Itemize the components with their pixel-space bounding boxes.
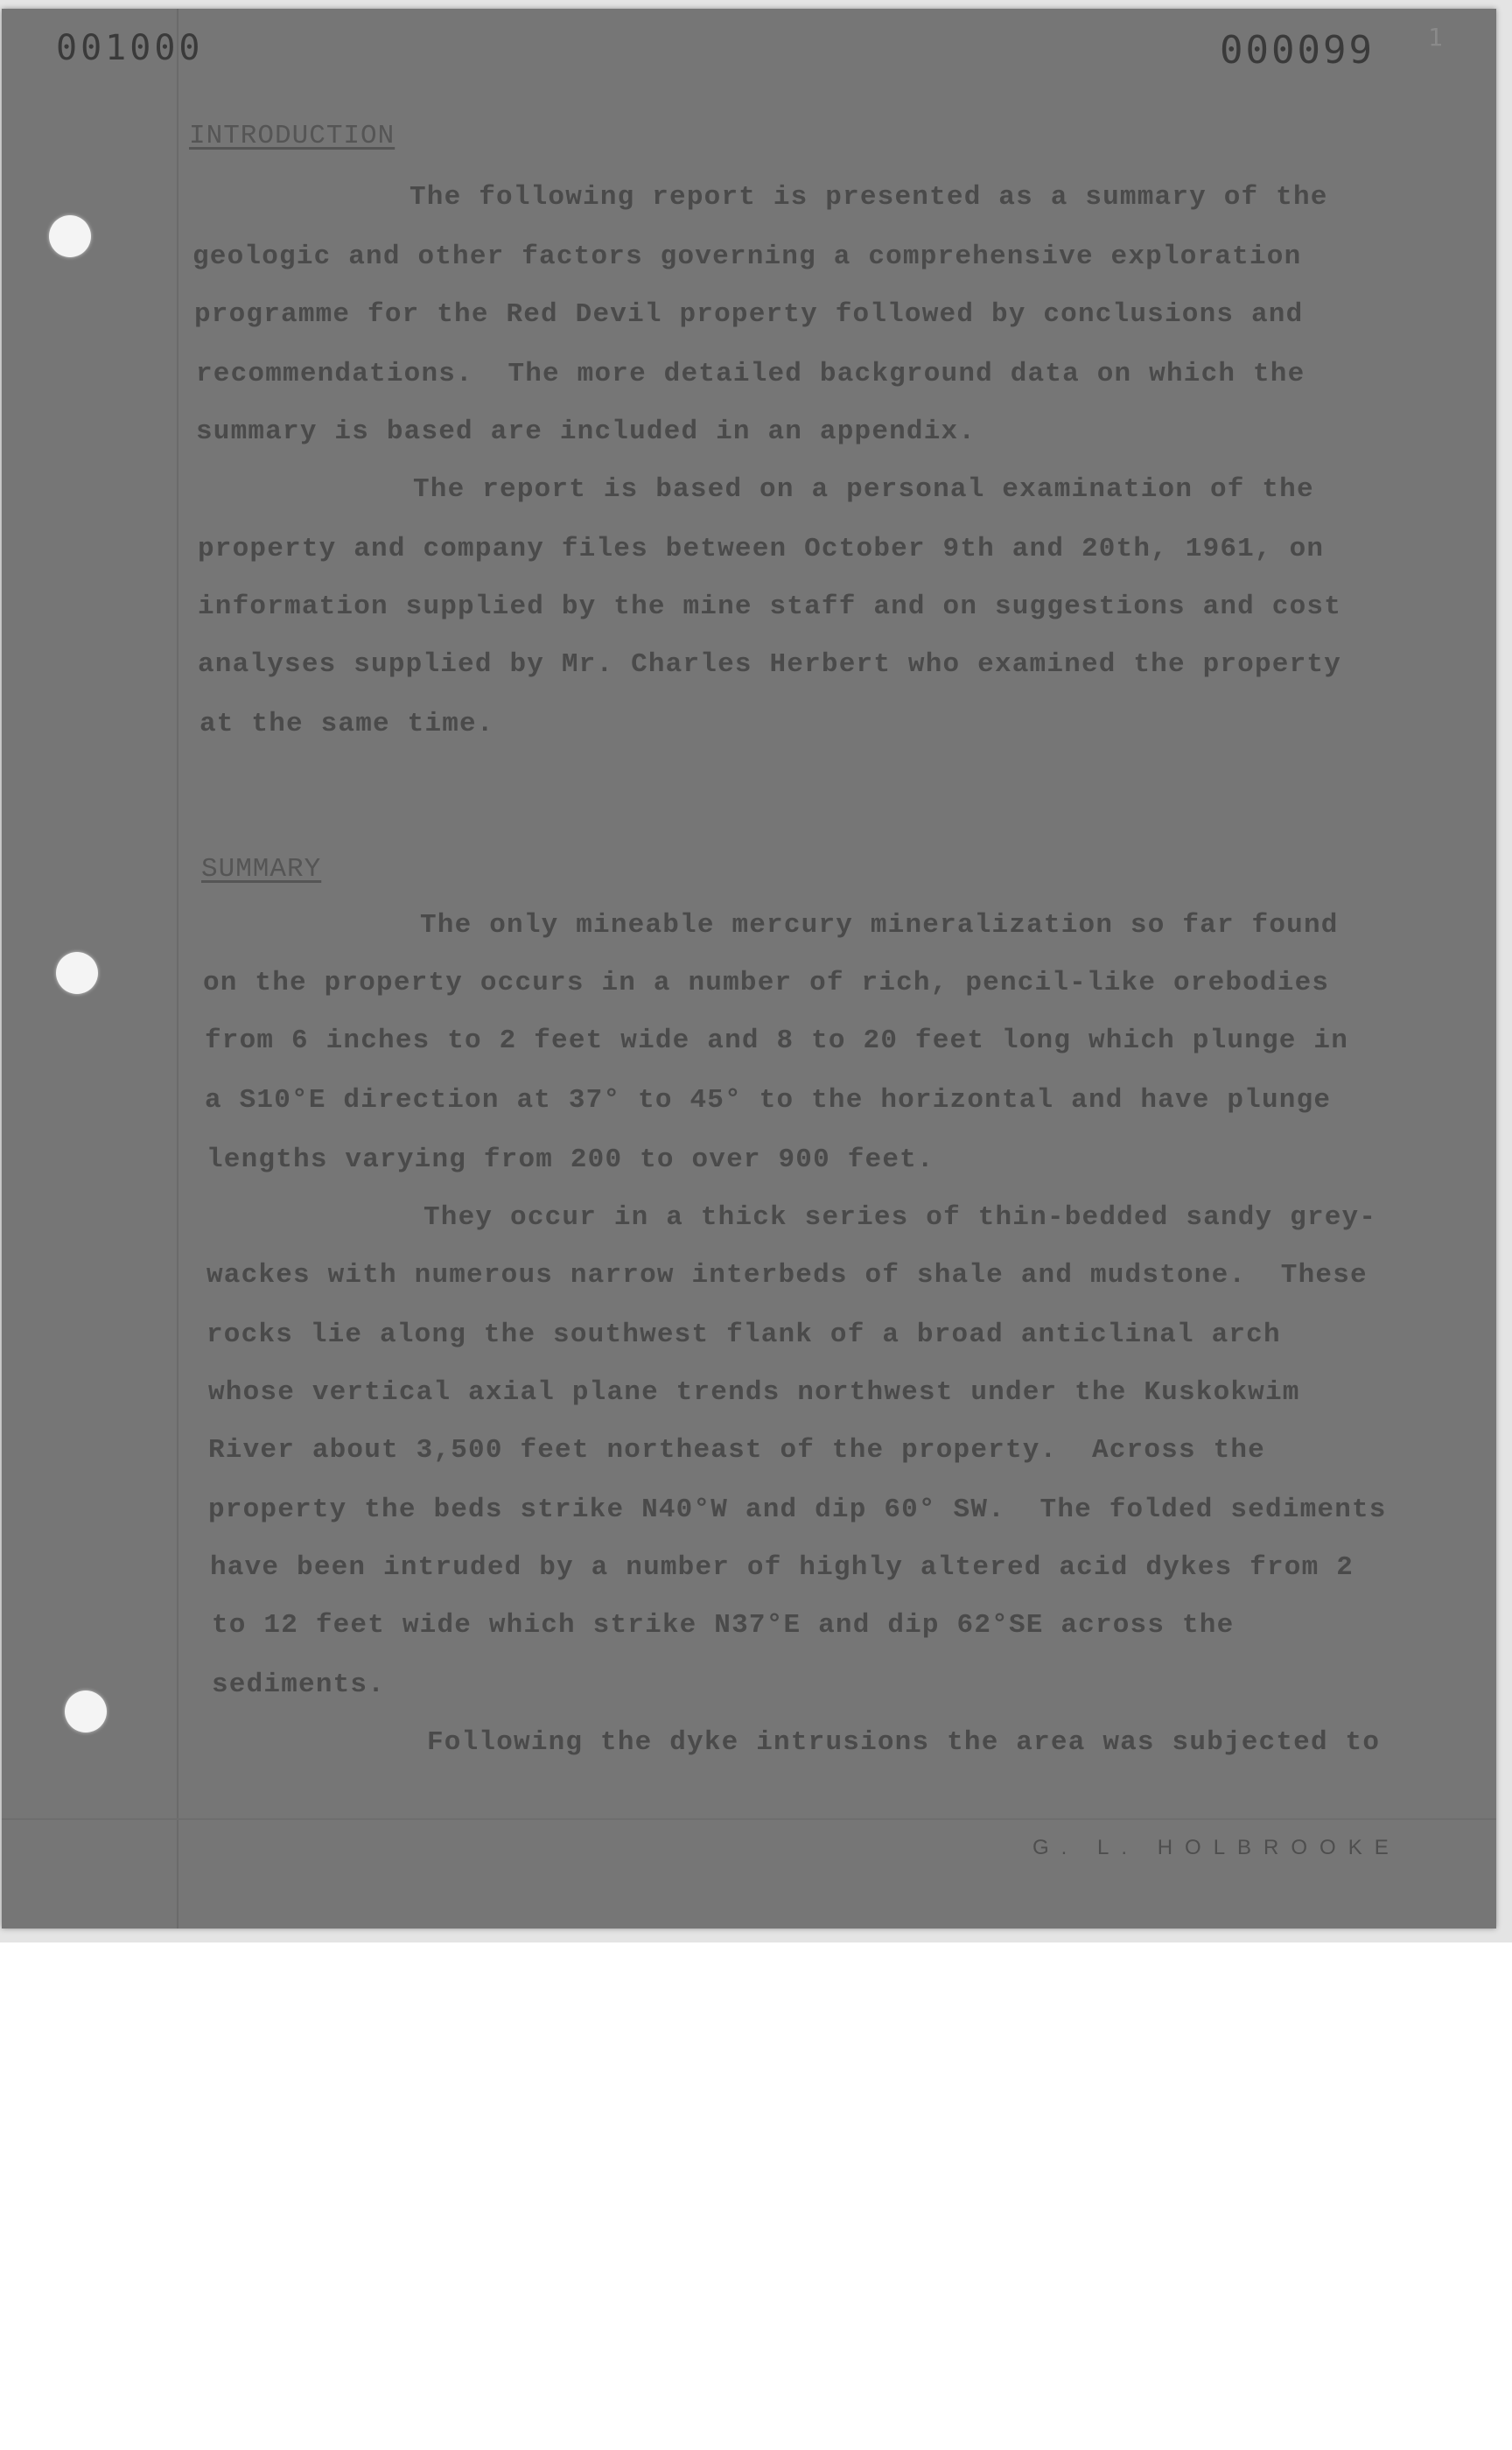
summary-heading: SUMMARY xyxy=(201,854,322,885)
text-line: a S10°E direction at 37° to 45° to the horizontal and have plunge xyxy=(205,1085,1332,1116)
margin-rule xyxy=(177,9,178,1928)
text-line: lengths varying from 200 to over 900 feet. xyxy=(206,1144,934,1175)
text-line: wackes with numerous narrow interbeds of shale and mudstone. These xyxy=(206,1260,1368,1291)
text-line: geologic and other factors governing a comprehensive exploration xyxy=(192,242,1302,272)
introduction-heading: INTRODUCTION xyxy=(189,121,396,151)
text-line: analyses supplied by Mr. Charles Herbert who examined the property xyxy=(198,649,1341,680)
punch-hole-top xyxy=(49,215,91,257)
text-line: on the property occurs in a number of rich, pencil-like orebodies xyxy=(203,968,1330,998)
text-line: Following the dyke intrusions the area was subjected to xyxy=(427,1727,1381,1758)
punch-hole-middle xyxy=(56,952,98,994)
text-line: recommendations. The more detailed background data on which the xyxy=(196,359,1306,389)
document-stamp-left: 001000 xyxy=(56,28,204,68)
text-line: River about 3,500 feet northeast of the property. Across the xyxy=(208,1435,1265,1466)
document-stamp-right: 000099 xyxy=(1220,28,1375,73)
text-line: The report is based on a personal examination of the xyxy=(413,474,1314,505)
text-line: information supplied by the mine staff and on suggestions and cost xyxy=(198,592,1341,622)
text-line: from 6 inches to 2 feet wide and 8 to 20 feet long which plunge in xyxy=(205,1026,1348,1056)
text-line: property and company files between October 9th and 20th, 1961, on xyxy=(198,534,1325,564)
text-line: The only mineable mercury mineralization so far found xyxy=(420,910,1339,941)
text-line: at the same time. xyxy=(200,709,494,739)
text-line: have been intruded by a number of highly altered acid dykes from 2 xyxy=(210,1552,1354,1583)
letterhead-footer-name: G. L. HOLBROOKE xyxy=(1032,1836,1401,1859)
text-line: programme for the Red Devil property followed by conclusions and xyxy=(194,299,1304,330)
punch-hole-bottom xyxy=(65,1690,107,1732)
text-line: rocks lie along the southwest flank of a broad anticlinal arch xyxy=(206,1320,1281,1350)
text-line: to 12 feet wide which strike N37°E and dip 62°SE across the xyxy=(212,1610,1235,1641)
text-line: They occur in a thick series of thin-bedded sandy grey- xyxy=(424,1202,1377,1233)
text-line: summary is based are included in an appendix. xyxy=(196,416,976,447)
text-line: sediments. xyxy=(212,1670,386,1700)
document-page xyxy=(2,9,1496,1928)
text-line: property the beds strike N40°W and dip 60° SW. The folded sediments xyxy=(208,1494,1387,1525)
text-line: The following report is presented as a summary of the xyxy=(410,182,1328,213)
page-number: 1 xyxy=(1428,23,1446,52)
text-line: whose vertical axial plane trends northwest under the Kuskokwim xyxy=(208,1377,1300,1408)
footer-rule xyxy=(2,1818,1496,1820)
